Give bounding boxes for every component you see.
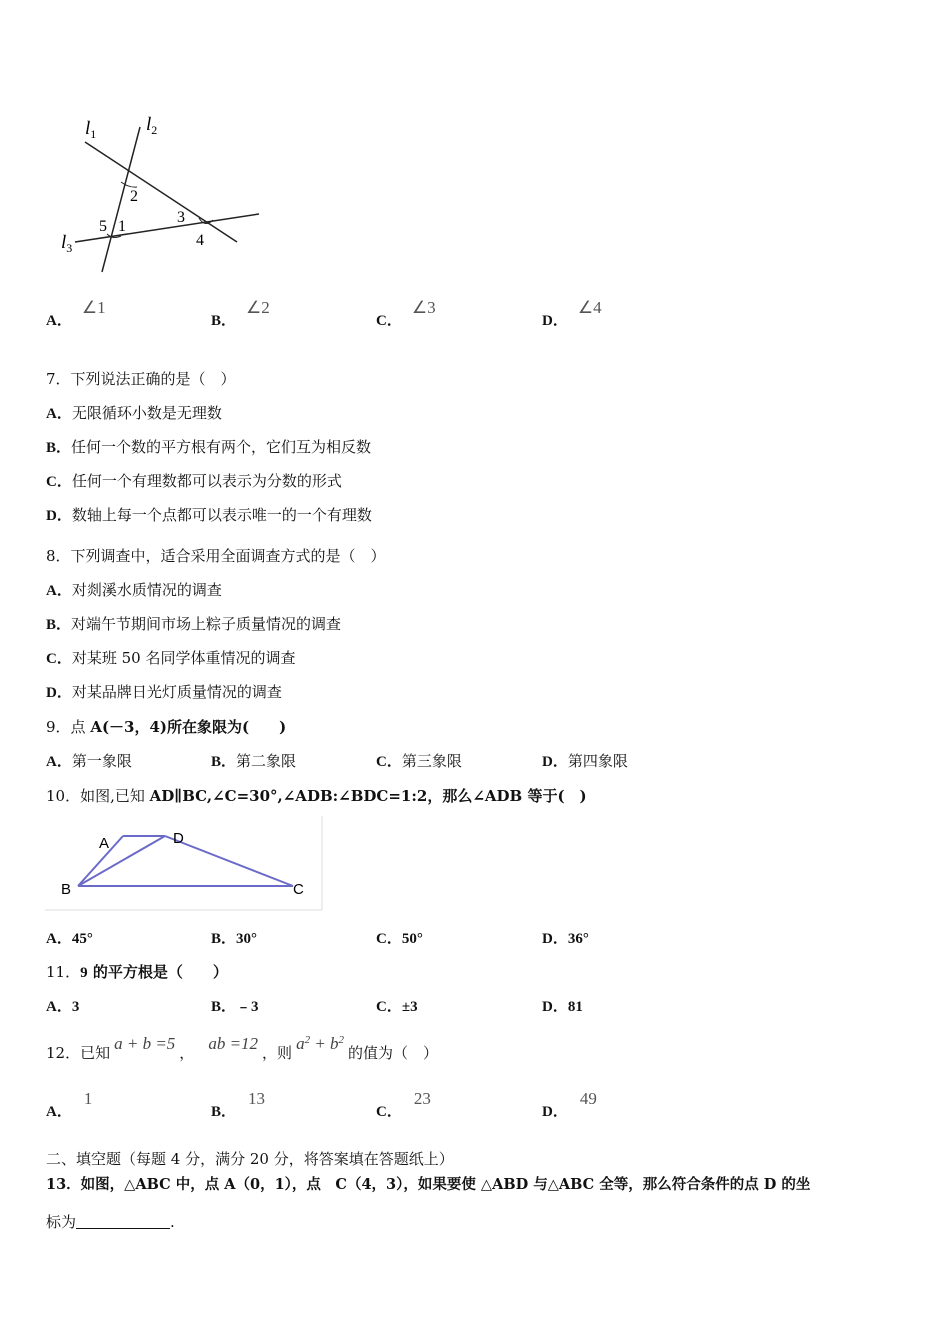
q12-expr-sum: a + b =5 bbox=[114, 1034, 176, 1053]
q10-option-a[interactable]: A．45° bbox=[46, 931, 93, 947]
segment-dc bbox=[165, 836, 293, 886]
label-vertex-b: B bbox=[61, 881, 72, 898]
q8-option-a[interactable]: A．对剡溪水质情况的调查 bbox=[46, 581, 222, 599]
intersecting-lines-figure bbox=[55, 112, 270, 277]
angle-arc-2 bbox=[121, 182, 137, 187]
label-angle-1: 1 bbox=[118, 218, 126, 235]
q6-option-b[interactable]: B．∠2 bbox=[211, 298, 270, 329]
q10-stem: 10．如图,已知 AD∥BC,∠C=30°,∠ADB:∠BDC=1:2，那么∠ADB 等于( ) bbox=[46, 787, 587, 805]
segment-bd bbox=[78, 836, 165, 886]
q11-option-d[interactable]: D．81 bbox=[542, 999, 583, 1015]
q12-expr-product: ab =12 bbox=[208, 1034, 259, 1053]
q7-option-a[interactable]: A．无限循环小数是无理数 bbox=[46, 404, 222, 422]
label-angle-3: 3 bbox=[177, 209, 185, 226]
label-l1: $l_1$ bbox=[85, 118, 97, 141]
label-vertex-c: C bbox=[293, 881, 304, 898]
q9-option-b[interactable]: B．第二象限 bbox=[211, 752, 297, 770]
q6-option-d-value: ∠4 bbox=[577, 298, 602, 317]
q7-option-d[interactable]: D．数轴上每一个点都可以表示唯一的一个有理数 bbox=[46, 506, 372, 524]
q8-stem: 8．下列调查中，适合采用全面调查方式的是（ ） bbox=[46, 547, 386, 565]
q6-option-a[interactable]: A．∠1 bbox=[46, 298, 106, 329]
q9-option-a[interactable]: A．第一象限 bbox=[46, 752, 132, 770]
q9-option-c[interactable]: C．第三象限 bbox=[376, 752, 462, 770]
q10-option-b[interactable]: B．30° bbox=[211, 931, 258, 947]
q9-stem: 9．点 A(－3，4)所在象限为( ) bbox=[46, 718, 287, 736]
q10-option-c[interactable]: C．50° bbox=[376, 931, 423, 947]
q6-option-c-value: ∠3 bbox=[411, 298, 436, 317]
label-l2: $l_2$ bbox=[146, 114, 158, 137]
q8-option-b[interactable]: B．对端午节期间市场上粽子质量情况的调查 bbox=[46, 615, 342, 633]
q12-option-a[interactable]: A．1 bbox=[46, 1089, 93, 1120]
q11-option-c[interactable]: C．±3 bbox=[376, 999, 418, 1015]
q13-answer-line: 标为 . bbox=[46, 1213, 175, 1231]
q11-option-a[interactable]: A．3 bbox=[46, 999, 80, 1015]
label-vertex-d: D bbox=[173, 830, 184, 847]
q6-option-c[interactable]: C．∠3 bbox=[376, 298, 436, 329]
q12-expr-squares: $a^2 + b^2$ bbox=[296, 1034, 345, 1053]
q13-stem: 13．如图，△ABC 中，点 A（0，1），点 C（4，3），如果要使 △ABD 与△ABC 全等，那么符合条件的点 D 的坐 bbox=[46, 1176, 811, 1193]
q11-stem: 11．9 的平方根是（ ） bbox=[46, 963, 228, 981]
q6-option-b-value: ∠2 bbox=[246, 298, 270, 317]
q12-option-b[interactable]: B．13 bbox=[211, 1089, 266, 1120]
q12-stem: 12．已知 a + b =5 ， ab =12 ，则 $a^2 + b^2$的值为（ ） bbox=[46, 1034, 439, 1062]
q8-option-c[interactable]: C．对某班 50 名同学体重情况的调查 bbox=[46, 649, 296, 667]
line-l1 bbox=[85, 142, 237, 242]
label-l3: $l_3$ bbox=[61, 232, 73, 255]
trapezoid-figure bbox=[45, 816, 323, 912]
q7-stem: 7．下列说法正确的是（ ） bbox=[46, 370, 236, 388]
q7-option-c[interactable]: C．任何一个有理数都可以表示为分数的形式 bbox=[46, 472, 342, 490]
q13-answer-blank[interactable] bbox=[76, 1214, 170, 1229]
q6-option-d[interactable]: D．∠4 bbox=[542, 298, 602, 329]
q11-option-b[interactable]: B．﹣3 bbox=[211, 999, 259, 1015]
section-heading: 二、填空题（每题 4 分，满分 20 分，将答案填在答题纸上） bbox=[46, 1150, 454, 1168]
q12-option-c[interactable]: C．23 bbox=[376, 1089, 431, 1120]
q7-option-b[interactable]: B．任何一个数的平方根有两个，它们互为相反数 bbox=[46, 438, 372, 456]
label-angle-2: 2 bbox=[130, 188, 138, 205]
q12-option-d[interactable]: D．49 bbox=[542, 1089, 597, 1120]
q9-option-d[interactable]: D．第四象限 bbox=[542, 752, 628, 770]
label-angle-5: 5 bbox=[99, 218, 107, 235]
q6-option-a-value: ∠1 bbox=[81, 298, 106, 317]
q8-option-d[interactable]: D．对某品牌日光灯质量情况的调查 bbox=[46, 683, 282, 701]
q10-option-d[interactable]: D．36° bbox=[542, 931, 589, 947]
label-vertex-a: A bbox=[99, 835, 110, 852]
label-angle-4: 4 bbox=[196, 232, 204, 249]
